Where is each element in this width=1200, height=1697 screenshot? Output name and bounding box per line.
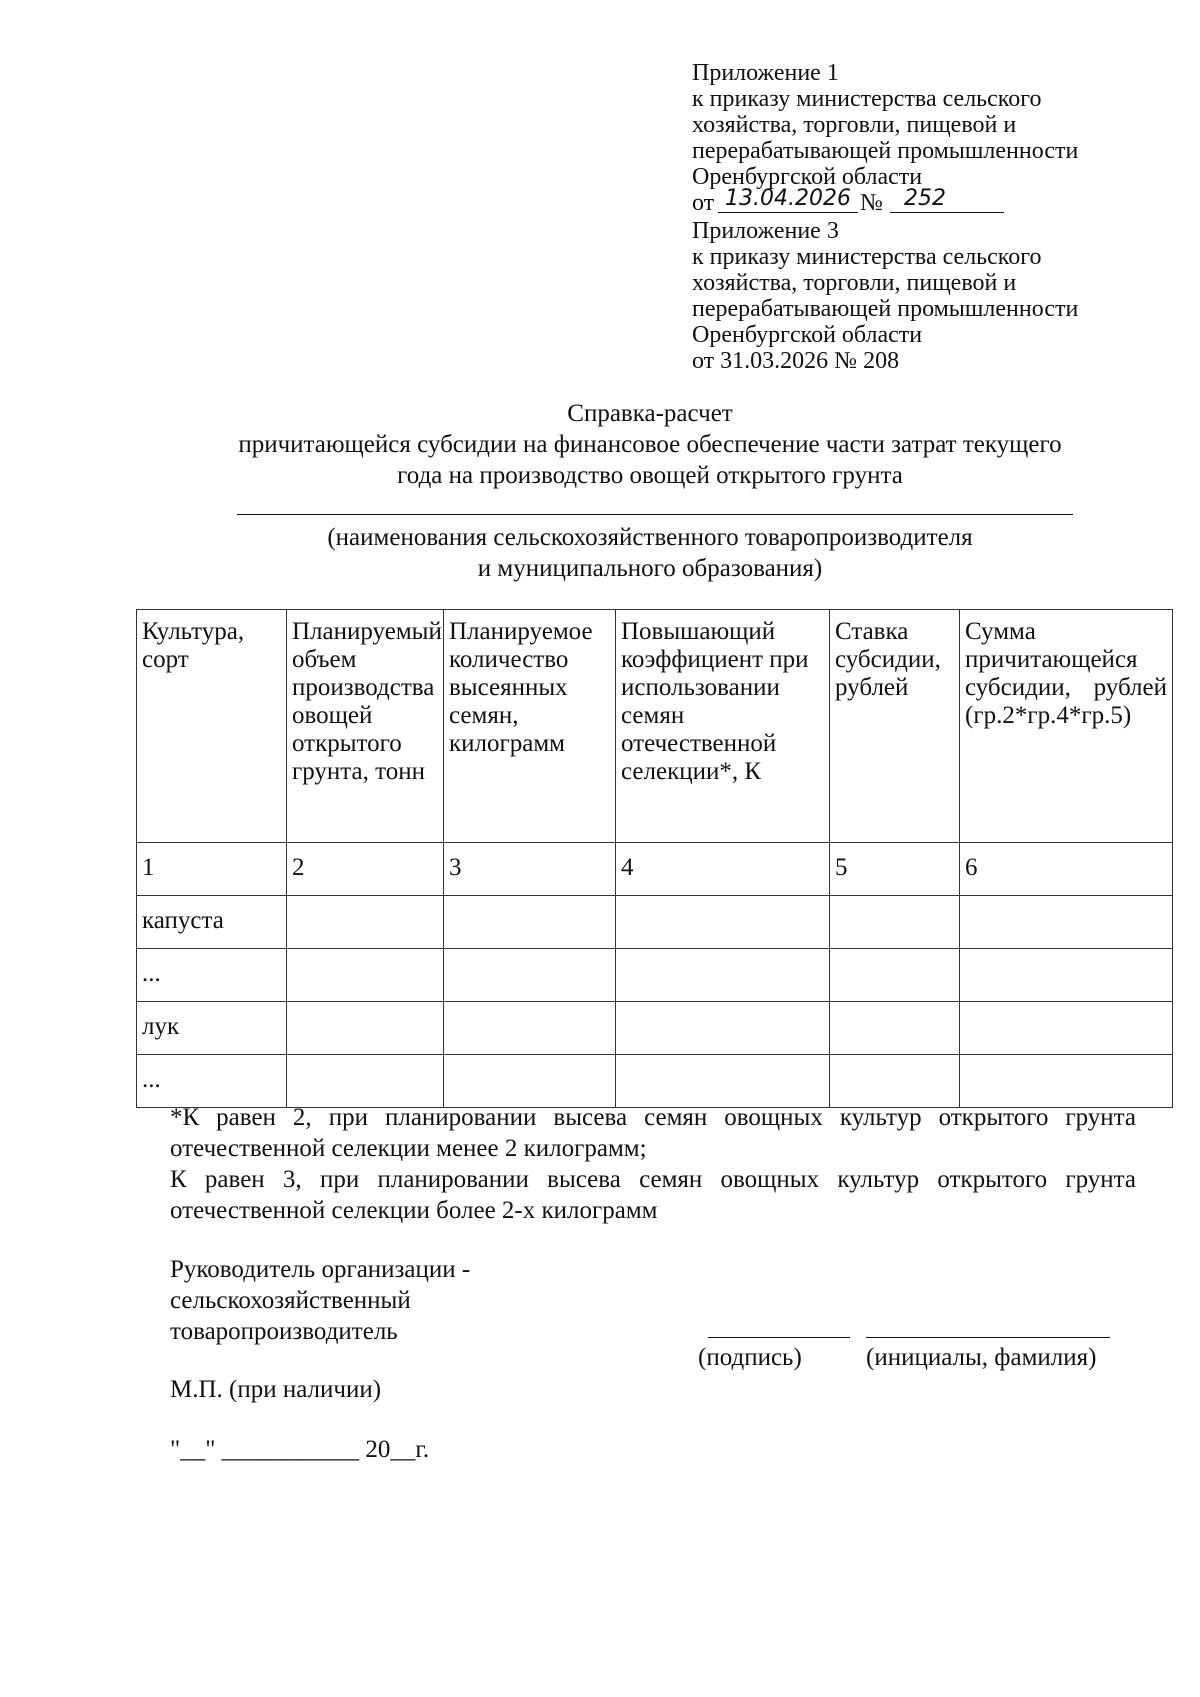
- title-line: года на производство овощей открытого грунта: [397, 462, 903, 489]
- name-caption: (инициалы, фамилия): [866, 1344, 1097, 1371]
- appendix-line: перерабатывающей промышленности: [692, 138, 1079, 164]
- name-line: [866, 1337, 1110, 1338]
- table-cell: капуста: [137, 896, 287, 949]
- table-cell: ...: [137, 1055, 287, 1108]
- appendix-line: Оренбургской области: [692, 322, 923, 348]
- table-cell: [444, 1055, 616, 1108]
- table-cell: [287, 949, 444, 1002]
- column-number: 2: [287, 843, 444, 896]
- header-seed-quantity: Планируемое количество высеянных семян, килограмм: [444, 610, 616, 843]
- appendix-line: перерабатывающей промышленности: [692, 296, 1079, 322]
- handwritten-number: 252: [890, 186, 1004, 213]
- appendix-line: Оренбургской области: [692, 164, 923, 190]
- column-number-row: [137, 843, 1173, 896]
- table-row: [137, 1002, 1173, 1055]
- table-cell: [444, 949, 616, 1002]
- footnote-paragraph: К равен 3, при планировании высева семян овощных культур открытого грунта отечественной селекции более 2-х килограмм: [170, 1166, 1136, 1224]
- footnote: [170, 1102, 1136, 1226]
- caption-line: (наименования сельскохозяйственного товаропроизводителя: [327, 524, 973, 551]
- table-cell: [287, 1055, 444, 1108]
- table-cell: [616, 1055, 830, 1108]
- title-line: причитающейся субсидии на финансовое обеспечение части затрат текущего: [238, 431, 1062, 458]
- table-row: [137, 896, 1173, 949]
- number-label: №: [860, 190, 883, 216]
- column-number: 6: [960, 843, 1173, 896]
- signatory-position: [170, 1254, 570, 1347]
- signature-line: [708, 1337, 850, 1338]
- table-cell: [616, 949, 830, 1002]
- column-number: 4: [616, 843, 830, 896]
- header-coefficient: Повышающий коэффициент при использовании семян отечественной селекции*, К: [616, 610, 830, 843]
- table-cell: [960, 1002, 1173, 1055]
- appendix-header: [692, 60, 1132, 374]
- table-header-row: [137, 610, 1173, 843]
- document-title: [150, 398, 1150, 491]
- table-cell: [830, 949, 960, 1002]
- table-cell: [444, 896, 616, 949]
- appendix-line: к приказу министерства сельского: [692, 86, 1042, 112]
- appendix-line: от 31.03.2026 № 208: [692, 348, 900, 374]
- header-planned-volume: Планируемый объем производства овощей открытого грунта, тонн: [287, 610, 444, 843]
- position-line: сельскохозяйственный: [170, 1287, 411, 1314]
- table-cell: [616, 896, 830, 949]
- column-number: 5: [830, 843, 960, 896]
- table-cell: [444, 1002, 616, 1055]
- caption-line: и муниципального образования): [477, 555, 823, 582]
- position-line: товаропроизводитель: [170, 1318, 398, 1345]
- table-cell: [830, 1055, 960, 1108]
- stamp-placeholder: М.П. (при наличии): [170, 1376, 382, 1403]
- table-cell: [616, 1002, 830, 1055]
- table-cell: лук: [137, 1002, 287, 1055]
- table-cell: [960, 896, 1173, 949]
- date-placeholder: "__" ___________ 20__г.: [170, 1436, 430, 1463]
- header-subsidy-rate: Ставка субсидии, рублей: [830, 610, 960, 843]
- signature-caption: (подпись): [698, 1344, 802, 1371]
- appendix-line: хозяйства, торговли, пищевой и: [692, 112, 1017, 138]
- table-cell: [287, 896, 444, 949]
- order-reference: [692, 186, 1132, 218]
- producer-name-line: [237, 514, 1073, 515]
- table-cell: [830, 896, 960, 949]
- table-cell: [960, 1055, 1173, 1108]
- position-line: Руководитель организации -: [170, 1256, 471, 1283]
- appendix-line: Приложение 1: [692, 60, 839, 86]
- handwritten-date: 13.04.2026: [718, 186, 858, 213]
- column-number: 3: [444, 843, 616, 896]
- appendix-line: к приказу министерства сельского: [692, 244, 1042, 270]
- title-line: Справка-расчет: [567, 400, 733, 427]
- table-cell: [287, 1002, 444, 1055]
- producer-name-caption: [150, 522, 1150, 584]
- from-label: от: [692, 190, 715, 216]
- appendix-line: хозяйства, торговли, пищевой и: [692, 270, 1017, 296]
- table-cell: ...: [137, 949, 287, 1002]
- footnote-paragraph: *К равен 2, при планировании высева семян овощных культур открытого грунта отечественной селекции менее 2 килограмм;: [170, 1104, 1136, 1162]
- appendix-line: Приложение 3: [692, 218, 839, 244]
- header-crop: Культура, сорт: [137, 610, 287, 843]
- column-number: 1: [137, 843, 287, 896]
- subsidy-table: [136, 609, 1173, 1108]
- table-cell: [830, 1002, 960, 1055]
- table-row: [137, 949, 1173, 1002]
- table-row: [137, 1055, 1173, 1108]
- header-subsidy-sum: Сумма причитающейся субсидии, рублей (гр.2*гр.4*гр.5): [960, 610, 1173, 843]
- table-cell: [960, 949, 1173, 1002]
